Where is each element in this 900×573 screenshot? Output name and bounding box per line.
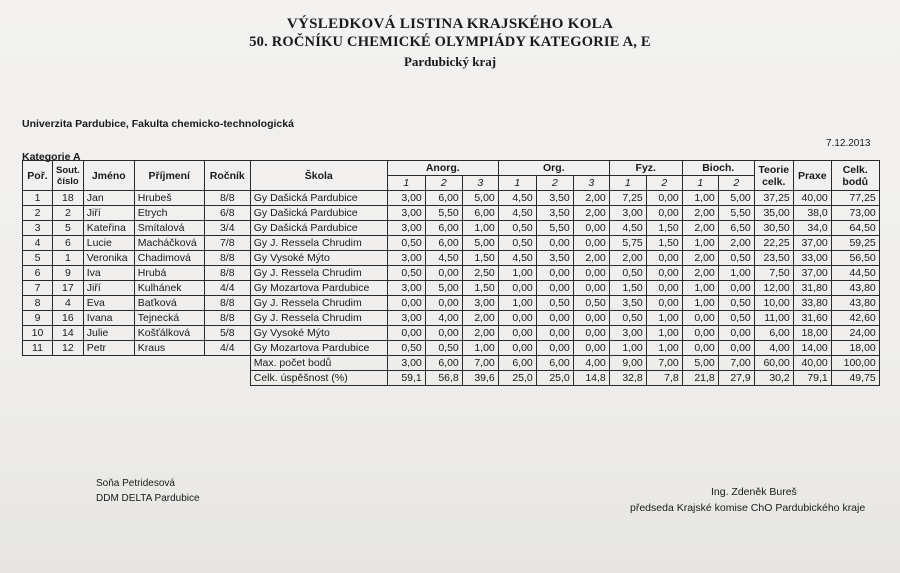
summary-cell: 32,8 <box>609 371 646 386</box>
table-cell: 0,00 <box>573 236 609 251</box>
table-cell: Iva <box>83 266 134 281</box>
table-row <box>23 236 880 251</box>
table-cell: 14 <box>53 326 84 341</box>
table-cell: 0,50 <box>387 236 425 251</box>
subheader-task: 3 <box>573 176 609 191</box>
table-cell: 37,00 <box>793 236 831 251</box>
table-cell: 10 <box>23 326 53 341</box>
table-cell: Lucie <box>83 236 134 251</box>
table-cell: 0,00 <box>387 296 425 311</box>
summary-cell: 30,2 <box>754 371 793 386</box>
table-cell: 0,00 <box>498 311 536 326</box>
table-cell: 0,00 <box>682 326 718 341</box>
summary-cell: 56,8 <box>425 371 462 386</box>
table-row <box>23 281 880 296</box>
table-cell: 1,00 <box>462 221 498 236</box>
table-cell: 2 <box>53 206 84 221</box>
table-cell: 12 <box>53 341 84 356</box>
subheader-task: 3 <box>462 176 498 191</box>
table-cell: 5 <box>53 221 84 236</box>
table-cell: 18,00 <box>793 326 831 341</box>
table-cell: Jan <box>83 191 134 206</box>
table-cell: Gy J. Ressela Chrudim <box>250 311 387 326</box>
table-cell: 0,50 <box>573 296 609 311</box>
table-cell: 8/8 <box>204 311 250 326</box>
table-cell: 2,00 <box>609 251 646 266</box>
organizer-org: DDM DELTA Pardubice <box>96 493 200 504</box>
table-cell: 2,00 <box>682 206 718 221</box>
table-cell: 37,25 <box>754 191 793 206</box>
table-cell: 1,50 <box>609 281 646 296</box>
table-cell: 11 <box>23 341 53 356</box>
summary-cell: 14,8 <box>573 371 609 386</box>
table-cell: 33,80 <box>793 296 831 311</box>
table-cell: 4 <box>53 296 84 311</box>
summary-label: Celk. úspěšnost (%) <box>250 371 387 386</box>
table-cell: 1,00 <box>718 266 754 281</box>
table-cell: 0,00 <box>536 311 573 326</box>
table-cell: 3,50 <box>609 296 646 311</box>
table-cell: 3,00 <box>387 281 425 296</box>
table-cell: 2,00 <box>462 311 498 326</box>
table-cell: 5 <box>23 251 53 266</box>
table-cell: 6,50 <box>718 221 754 236</box>
summary-row <box>23 356 880 371</box>
table-cell: 0,00 <box>498 326 536 341</box>
summary-cell: 21,8 <box>682 371 718 386</box>
table-cell: 1,50 <box>462 251 498 266</box>
table-cell: 6 <box>23 266 53 281</box>
table-cell: 0,00 <box>646 281 682 296</box>
table-cell: 0,50 <box>425 341 462 356</box>
header-poradi: Poř. <box>23 161 53 191</box>
table-cell: 43,80 <box>831 296 879 311</box>
table-cell: 0,00 <box>536 341 573 356</box>
chair-name: Ing. Zdeněk Bureš <box>711 486 797 498</box>
table-cell: 12,00 <box>754 281 793 296</box>
table-cell: Gy Mozartova Pardubice <box>250 281 387 296</box>
table-cell: 0,00 <box>498 281 536 296</box>
table-cell: 5,50 <box>425 206 462 221</box>
table-cell: Smítalová <box>134 221 204 236</box>
table-cell: 44,50 <box>831 266 879 281</box>
table-cell: 8/8 <box>204 251 250 266</box>
table-cell: 23,50 <box>754 251 793 266</box>
table-cell: 0,00 <box>498 341 536 356</box>
table-cell: 7 <box>23 281 53 296</box>
summary-cell: 6,00 <box>425 356 462 371</box>
table-cell: 35,00 <box>754 206 793 221</box>
table-cell: 4,50 <box>498 191 536 206</box>
table-cell: 2,00 <box>573 191 609 206</box>
table-cell: Gy J. Ressela Chrudim <box>250 296 387 311</box>
table-cell: 1,00 <box>682 281 718 296</box>
table-row <box>23 251 880 266</box>
table-cell: 31,60 <box>793 311 831 326</box>
title-line-2: 50. ROČNÍKU CHEMICKÉ OLYMPIÁDY KATEGORIE A, E <box>249 34 651 50</box>
table-cell: 0,50 <box>536 296 573 311</box>
table-cell: Jiří <box>83 206 134 221</box>
table-cell: Ivana <box>83 311 134 326</box>
table-cell: 9 <box>53 266 84 281</box>
table-row <box>23 206 880 221</box>
title-region: Pardubický kraj <box>403 54 497 69</box>
summary-cell: 79,1 <box>793 371 831 386</box>
table-cell: 0,50 <box>609 266 646 281</box>
table-cell: 1,00 <box>462 341 498 356</box>
summary-cell: 5,00 <box>682 356 718 371</box>
table-cell: 3,50 <box>536 191 573 206</box>
table-row <box>23 191 880 206</box>
subheader-task: 1 <box>682 176 718 191</box>
table-cell: Chadimová <box>134 251 204 266</box>
table-cell: 2,50 <box>462 266 498 281</box>
table-cell: 7,25 <box>609 191 646 206</box>
table-cell: 64,50 <box>831 221 879 236</box>
table-cell: 6,00 <box>425 236 462 251</box>
table-cell: 5,00 <box>462 191 498 206</box>
table-cell: 30,50 <box>754 221 793 236</box>
summary-cell: 4,00 <box>573 356 609 371</box>
table-cell: 1,00 <box>498 266 536 281</box>
table-cell: 3,00 <box>609 206 646 221</box>
table-cell: 0,00 <box>573 326 609 341</box>
table-cell: 18 <box>53 191 84 206</box>
table-cell: 7/8 <box>204 236 250 251</box>
table-cell: 0,00 <box>682 311 718 326</box>
results-body <box>23 191 880 356</box>
table-cell: 3,50 <box>536 251 573 266</box>
table-cell: 1,00 <box>498 296 536 311</box>
table-cell: 4,00 <box>754 341 793 356</box>
table-cell: 0,00 <box>573 281 609 296</box>
table-cell: 33,00 <box>793 251 831 266</box>
summary-cell: 7,00 <box>718 356 754 371</box>
table-cell: 3 <box>23 221 53 236</box>
table-cell: 5/8 <box>204 326 250 341</box>
header-org: Org. <box>498 161 609 176</box>
table-cell: 56,50 <box>831 251 879 266</box>
table-cell: 2,00 <box>462 326 498 341</box>
table-cell: 3/4 <box>204 221 250 236</box>
summary-spacer <box>23 371 251 386</box>
table-cell: 0,00 <box>387 326 425 341</box>
summary-cell: 39,6 <box>462 371 498 386</box>
table-cell: Kulhánek <box>134 281 204 296</box>
table-cell: 0,00 <box>646 296 682 311</box>
summary-cell: 49,75 <box>831 371 879 386</box>
date: 7.12.2013 <box>826 138 871 149</box>
table-cell: 2,00 <box>682 221 718 236</box>
header-fyz: Fyz. <box>609 161 682 176</box>
table-cell: 0,00 <box>573 266 609 281</box>
table-cell: Etrych <box>134 206 204 221</box>
table-cell: 8 <box>23 296 53 311</box>
table-cell: 2,00 <box>573 206 609 221</box>
summary-cell: 25,0 <box>498 371 536 386</box>
table-cell: 2 <box>23 206 53 221</box>
table-cell: 0,00 <box>718 281 754 296</box>
table-cell: 31,80 <box>793 281 831 296</box>
table-cell: Gy Vysoké Mýto <box>250 326 387 341</box>
table-cell: 3,50 <box>536 206 573 221</box>
table-cell: Hrubá <box>134 266 204 281</box>
summary-cell: 6,00 <box>536 356 573 371</box>
table-cell: 0,50 <box>609 311 646 326</box>
table-cell: 43,80 <box>831 281 879 296</box>
table-cell: 6,00 <box>754 326 793 341</box>
table-cell: 1,50 <box>462 281 498 296</box>
table-cell: Veronika <box>83 251 134 266</box>
subheader-task: 1 <box>498 176 536 191</box>
table-cell: 10,00 <box>754 296 793 311</box>
table-cell: 0,00 <box>718 341 754 356</box>
table-row <box>23 341 880 356</box>
table-cell: 16 <box>53 311 84 326</box>
summary-cell: 60,00 <box>754 356 793 371</box>
table-cell: 1,50 <box>646 236 682 251</box>
table-cell: 42,60 <box>831 311 879 326</box>
summary-cell: 7,00 <box>462 356 498 371</box>
table-cell: 1 <box>53 251 84 266</box>
table-cell: Košťálková <box>134 326 204 341</box>
table-cell: 40,00 <box>793 191 831 206</box>
table-cell: 7,50 <box>754 266 793 281</box>
table-cell: 0,00 <box>536 236 573 251</box>
table-cell: 9 <box>23 311 53 326</box>
table-cell: 11,00 <box>754 311 793 326</box>
table-cell: 59,25 <box>831 236 879 251</box>
table-cell: 4 <box>23 236 53 251</box>
table-cell: 0,50 <box>718 311 754 326</box>
table-cell: 0,00 <box>682 341 718 356</box>
table-cell: Kateřina <box>83 221 134 236</box>
table-cell: Hrubeš <box>134 191 204 206</box>
table-cell: 1,00 <box>682 236 718 251</box>
table-cell: 34,0 <box>793 221 831 236</box>
table-cell: 3,00 <box>387 311 425 326</box>
table-cell: 3,00 <box>387 251 425 266</box>
table-cell: 1 <box>23 191 53 206</box>
table-cell: Gy Dašická Pardubice <box>250 221 387 236</box>
table-cell: 0,00 <box>425 326 462 341</box>
table-cell: 5,00 <box>718 191 754 206</box>
table-cell: 3,00 <box>387 191 425 206</box>
table-cell: 8/8 <box>204 191 250 206</box>
table-cell: 4,50 <box>498 206 536 221</box>
summary-cell: 7,8 <box>646 371 682 386</box>
table-cell: Gy Dašická Pardubice <box>250 191 387 206</box>
header-praxe: Praxe <box>793 161 831 191</box>
chair-role: předseda Krajské komise ChO Pardubického kraje <box>630 502 866 514</box>
summary-cell: 6,00 <box>498 356 536 371</box>
table-row <box>23 266 880 281</box>
header-rocnik: Ročník <box>204 161 250 191</box>
header-teorie: Teorie celk. <box>754 161 793 191</box>
table-cell: 14,00 <box>793 341 831 356</box>
table-cell: 4,00 <box>425 311 462 326</box>
table-cell: 1,50 <box>646 221 682 236</box>
table-cell: 4,50 <box>609 221 646 236</box>
table-cell: 77,25 <box>831 191 879 206</box>
header-bioch: Bioch. <box>682 161 754 176</box>
summary-cell: 3,00 <box>387 356 425 371</box>
table-cell: 4,50 <box>498 251 536 266</box>
table-cell: 5,50 <box>536 221 573 236</box>
category-label: Kategorie A <box>22 151 81 163</box>
header-celkem: Celk. bodů <box>831 161 879 191</box>
table-cell: 0,00 <box>536 266 573 281</box>
table-cell: 0,00 <box>425 296 462 311</box>
table-cell: Gy J. Ressela Chrudim <box>250 266 387 281</box>
chair-signature <box>630 484 865 516</box>
table-cell: 0,00 <box>718 326 754 341</box>
table-cell: Julie <box>83 326 134 341</box>
table-cell: 0,50 <box>718 296 754 311</box>
table-cell: 0,00 <box>573 341 609 356</box>
summary-row <box>23 371 880 386</box>
table-cell: 3,00 <box>609 326 646 341</box>
table-cell: 73,00 <box>831 206 879 221</box>
table-cell: 37,00 <box>793 266 831 281</box>
table-cell: 6/8 <box>204 206 250 221</box>
header-jmeno: Jméno <box>83 161 134 191</box>
summary-cell: 100,00 <box>831 356 879 371</box>
table-cell: 6 <box>53 236 84 251</box>
table-cell: 38,0 <box>793 206 831 221</box>
table-cell: 5,75 <box>609 236 646 251</box>
summary-cell: 9,00 <box>609 356 646 371</box>
table-cell: 22,25 <box>754 236 793 251</box>
subheader-task: 2 <box>536 176 573 191</box>
table-cell: 0,50 <box>498 221 536 236</box>
table-cell: Kraus <box>134 341 204 356</box>
organizer-name: Soňa Petridesová <box>96 478 175 489</box>
header-prijmeni: Příjmení <box>134 161 204 191</box>
table-cell: 2,00 <box>682 266 718 281</box>
table-cell: 17 <box>53 281 84 296</box>
table-cell: 6,00 <box>425 191 462 206</box>
table-cell: 3,00 <box>387 206 425 221</box>
table-cell: 8/8 <box>204 266 250 281</box>
table-cell: Petr <box>83 341 134 356</box>
results-table <box>22 160 880 386</box>
table-cell: 4/4 <box>204 341 250 356</box>
table-cell: 0,50 <box>718 251 754 266</box>
table-cell: 3,00 <box>387 221 425 236</box>
subheader-task: 2 <box>425 176 462 191</box>
summary-spacer <box>23 356 251 371</box>
table-row <box>23 311 880 326</box>
table-cell: 0,00 <box>536 326 573 341</box>
summary-cell: 40,00 <box>793 356 831 371</box>
table-cell: Baťková <box>134 296 204 311</box>
table-cell: 24,00 <box>831 326 879 341</box>
organizer-signature <box>96 476 200 506</box>
header-anorg: Anorg. <box>387 161 498 176</box>
table-cell: 0,00 <box>646 206 682 221</box>
summary-label: Max. počet bodů <box>250 356 387 371</box>
summary-cell: 7,00 <box>646 356 682 371</box>
institution: Univerzita Pardubice, Fakulta chemicko-technologická <box>22 118 294 130</box>
subheader-task: 1 <box>609 176 646 191</box>
table-cell: 1,00 <box>646 341 682 356</box>
table-cell: 0,50 <box>498 236 536 251</box>
table-cell: 4/4 <box>204 281 250 296</box>
table-cell: 0,50 <box>387 341 425 356</box>
table-cell: 1,00 <box>646 311 682 326</box>
table-cell: Gy J. Ressela Chrudim <box>250 236 387 251</box>
table-cell: 1,00 <box>682 191 718 206</box>
subheader-task: 2 <box>646 176 682 191</box>
table-cell: 0,00 <box>646 191 682 206</box>
summary-cell: 25,0 <box>536 371 573 386</box>
table-cell: 1,00 <box>682 296 718 311</box>
table-cell: 3,00 <box>462 296 498 311</box>
table-cell: 5,00 <box>425 281 462 296</box>
table-cell: Gy Vysoké Mýto <box>250 251 387 266</box>
table-cell: 2,00 <box>573 251 609 266</box>
table-cell: 0,00 <box>573 221 609 236</box>
table-cell: 5,50 <box>718 206 754 221</box>
table-row <box>23 296 880 311</box>
table-cell: 6,00 <box>462 206 498 221</box>
table-cell: 1,00 <box>609 341 646 356</box>
subheader-task: 2 <box>718 176 754 191</box>
table-row <box>23 221 880 236</box>
table-cell: Gy Dašická Pardubice <box>250 206 387 221</box>
table-cell: 2,00 <box>682 251 718 266</box>
title-line-1: VÝSLEDKOVÁ LISTINA KRAJSKÉHO KOLA <box>286 16 614 32</box>
table-cell: 0,50 <box>387 266 425 281</box>
table-cell: 18,00 <box>831 341 879 356</box>
table-cell: 2,00 <box>718 236 754 251</box>
table-cell: 5,00 <box>462 236 498 251</box>
table-cell: Macháčková <box>134 236 204 251</box>
table-cell: 0,00 <box>425 266 462 281</box>
table-cell: Gy Mozartova Pardubice <box>250 341 387 356</box>
table-cell: 0,00 <box>646 251 682 266</box>
table-cell: 4,50 <box>425 251 462 266</box>
summary-body <box>23 356 880 386</box>
table-cell: 1,00 <box>646 326 682 341</box>
table-cell: 6,00 <box>425 221 462 236</box>
subheader-task: 1 <box>387 176 425 191</box>
table-cell: 0,00 <box>646 266 682 281</box>
table-cell: Eva <box>83 296 134 311</box>
header-skola: Škola <box>250 161 387 191</box>
header-soutezni-cislo: Sout. číslo <box>53 161 84 191</box>
table-cell: 0,00 <box>573 311 609 326</box>
table-cell: 8/8 <box>204 296 250 311</box>
summary-cell: 59,1 <box>387 371 425 386</box>
table-row <box>23 326 880 341</box>
table-cell: Jiří <box>83 281 134 296</box>
summary-cell: 27,9 <box>718 371 754 386</box>
table-cell: Tejnecká <box>134 311 204 326</box>
table-cell: 0,00 <box>536 281 573 296</box>
